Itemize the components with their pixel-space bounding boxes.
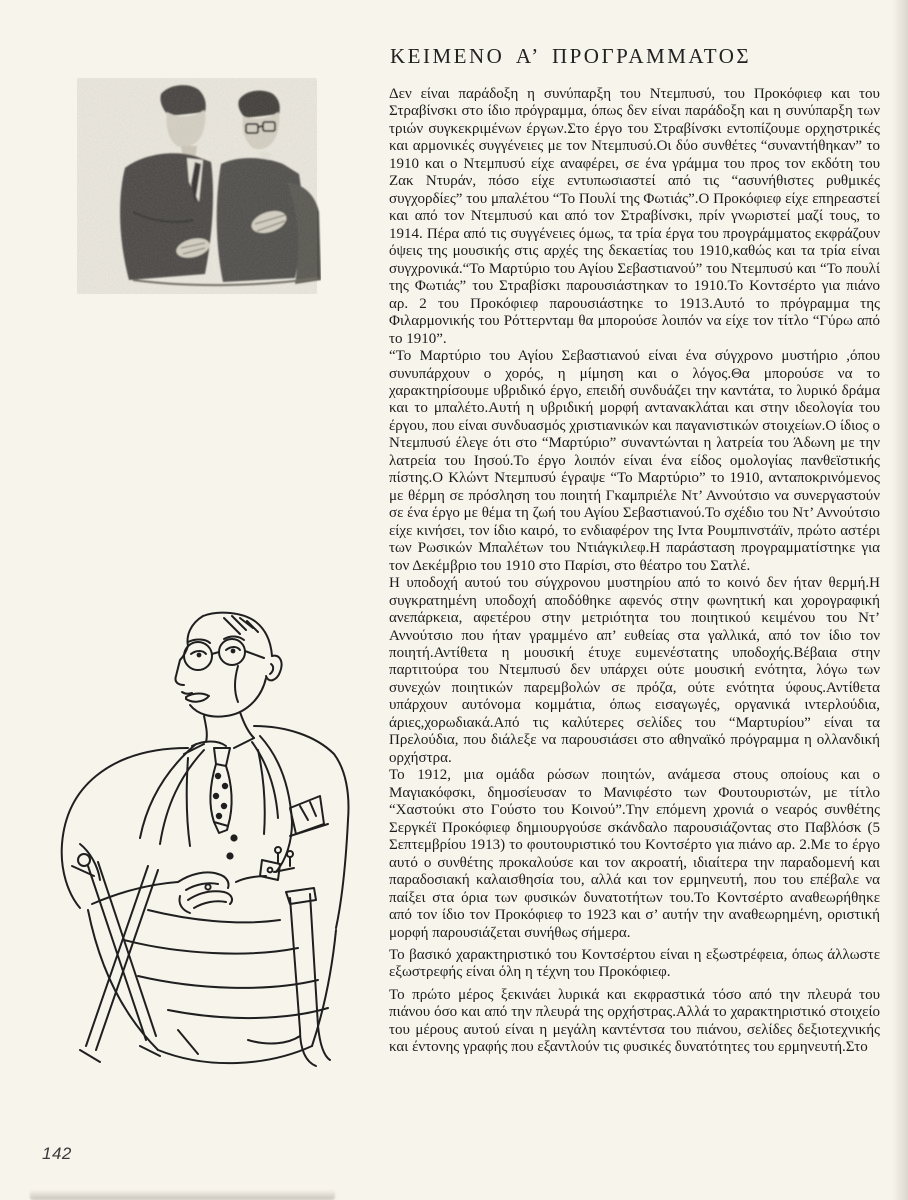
stravinsky-line-drawing-figure <box>28 608 373 1135</box>
collar-and-tie <box>184 712 254 833</box>
scan-shadow-right <box>892 0 908 1200</box>
photo-two-men-figure <box>73 72 321 300</box>
paragraph: Η υποδοχή αυτού του σύγχρονου μυστηρίου από το κοινό δεν ήταν θερμή.Η συγκρατημένη υποδοχή αποδόθηκε αφενός στην φωνητική και χορογραφική ανεπάρκεια, αφετέρου στην μετριότητα του ποιητικού κειμένου του Ντ’ Αννούτσιο που ήταν γραμμένο απ’ ευθείας στα γαλλικά, από τον ίδιο τον ποιητή.Αντίθετα η μουσική έτυχε ευμενέστατης υποδοχής.Βέβαια στην παρτιτούρα του Ντεμπυσύ δεν υπάρχει ούτε μουσική ενότητα, λόγω των συνεχών ποιητικών παρεμβολών σε πρόζα, ούτε ενότητα ύφους.Αντίθετα υπάρχουν αυτόνομα κομμάτια, όπως εισαγωγές, οργανικά ιντερλούδια, άριες,χορωδιακά.Από τις καλύτερες σελίδες του “Μαρτυρίου” είναι τα Πρελούδια, που διάλεξε να παρουσιάσει στο αθηναϊκό πρόγραμμα η ολλανδική ορχήστρα. <box>389 575 880 766</box>
photo-two-men-illustration <box>73 72 321 300</box>
body-text-column <box>389 86 880 1057</box>
jacket <box>62 726 349 928</box>
head <box>175 613 281 717</box>
stravinsky-line-drawing <box>28 608 373 1135</box>
page-number: 142 <box>42 1144 72 1163</box>
paragraph: Δεν είναι παράδοξη η συνύπαρξη του Ντεμπυσύ, του Προκόφιεφ και του Στραβίνσκι στο ίδιο πρόγραμμα, όπως δεν είναι παράδοξη και η συνύπαρξη των τριών συγκεκριμένων έργων.Στο έργο του Στραβίνσκι εντοπίζουμε ορχηστρικές και αρμονικές συγγένειες με τον Ντεμπυσύ.Οι δύο συνθέτες “συναντήθηκαν” το 1910 και ο Ντεμπυσύ είχε αναφέρει, σε ένα γράμμα του προς τον εκδότη του Ζακ Ντυράν, πόσο είχε εντυπωσιαστεί από τις “ασυνήθιστες ρυθμικές συγχορδίες” του μπαλέτου “Το Πουλί της Φωτιάς”.Ο Προκόφιεφ είχε επηρεαστεί και από τον Ντεμπυσύ και από τον Στραβίνσκι, πρίν γνωριστεί μαζί τους, το 1914. Πέρα από τις συγγένειες όμως, τα τρία έργα του προγράμματος εκφράζουν όψεις της μουσικής στις αρχές της δεκαετίας του 1910,καθώς και τα τρία είναι συγχρονικά.“Το Μαρτύριο του Αγίου Σεβαστιανού” του Ντεμπυσύ και “Το πουλί της Φωτιάς” του Στραβίσκι παρουσιάστηκαν το 1910.Το Κοντσέρτο για πιάνο αρ. 2 του Προκόφιεφ παρουσιάστηκε το 1913.Αυτό το πρόγραμμα της Φιλαρμονικής του Ρόττερνταμ θα μπορούσε λοιπόν να είχε τον τίτλο “Γύρω από το 1910”. <box>389 86 880 347</box>
pince-nez-glasses-icon <box>184 639 264 670</box>
clasped-hands <box>178 860 280 913</box>
paragraph: Το πρώτο μέρος ξεκινάει λυρικά και εκφραστικά τόσο από την πλευρά του πιάνου όσο και από την πλευρά της ορχήστρας.Αλλά το χαρακτηριστικό στοιχείο του μέρους αυτού είναι η μεγάλη καντέντσα του πιάνου, σελίδες δεξιοτεχνικής και έντονης γραφής που εξαντλούν τις φυσικές δυνατότητες του ερμηνευτή.Στο <box>389 986 880 1056</box>
scan-shadow-bottom <box>30 1190 335 1200</box>
paragraph: Το βασικό χαρακτηριστικό του Κοντσέρτου είναι η εξωστρέφεια, όπως άλλωστε εξωστρεφής είναι όλη η τέχνη του Προκόφιεφ. <box>389 946 880 981</box>
paragraph: “Το Μαρτύριο του Αγίου Σεβαστιανού είναι ένα σύγχρονο μυστήριο ,όπου συνυπάρχουν ο χορός, η μίμηση και ο λόγος.Θα μπορούσε να το χαρακτηρίσουμε υβριδικό έργο, επειδή συνδυάζει την καντάτα, το λυρικό δράμα και το μπαλέτο.Αυτή η υβριδική μορφή αντανακλάται και στην ιδεολογία του έργου, που είναι συνδυασμός χριστιανικών και παγανιστικών στοιχείων.Ο ίδιος ο Ντεμπυσύ έλεγε ότι στο “Μαρτύριο” συναντώνται η λατρεία του Άδωνη με την λατρεία του Ιησού.Το έργο λοιπόν είναι ένα είδος ομολογίας πανθεϊστικής πίστης.Ο Κλώντ Ντεμπυσύ έγραψε “Το Μαρτύριο” το 1910, ανταποκρινόμενος με θέρμη σε πρόσληση του ποιητή Γκαμπριέλε Ντ’ Αννούτσιο να συνεργαστούν σε ένα έργο με θέμα τη ζωή του Αγίου Σεβαστιανού.Το σχέδιο του Ντ’ Αννούτσιο είχε κινήσει, τον ίδιο καιρό, το ενδιαφέρον της Ιντα Ρουμπινστάϊν, πρώτο αστέρι των Ρωσικών Μπαλέτων του Ντιάγκιλεφ.Η παράσταση προγραμματίστηκε για τον Δεκέμβριο του 1910 στο Παρίσι, στο θέατρο του Σατλέ. <box>389 348 880 574</box>
folding-chair <box>78 854 330 1066</box>
page-title: ΚΕΙΜΕΝΟ Α’ ΠΡΟΓΡΑΜΜΑΤΟΣ <box>390 44 752 68</box>
paragraph: Το 1912, μια ομάδα ρώσων ποιητών, ανάμεσα στους οποίους και ο Μαγιακόφσκι, δημοσίευσαν το Μανιφέστο των Φουτουριστών, με τίτλο “Χαστούκι στο Γούστο του Κοινού”.Την επόμενη χρονιά ο νεαρός συνθέτης Σεργκέϊ Προκόφιεφ δημιουργούσε σκάνδαλο παρουσιάζοντας στο Παβλόσκ (5 Σεπτεμβρίου 1913) το φουτουριστικό του Κοντσέρτο για πιάνο αρ. 2.Με το έργο αυτό ο συνθέτης προκαλούσε και τον ακροατή, ιδιαίτερα την παραδομενή και παραδοσιακή καλαισθησία του, αλλά και τον ερμηνευτή, που του επέβαλε να παίξει στα όρια των φυσικών δυνατοτήτων του.Το Κοντσέρτο αναθεωρήθηκε από τον ίδιο τον Προκόφιεφ το 1923 και σ’ αυτήν την αναθεωρημένη, οριστική μορφή παρουσιάζεται συνήθως σήμερα. <box>389 767 880 941</box>
